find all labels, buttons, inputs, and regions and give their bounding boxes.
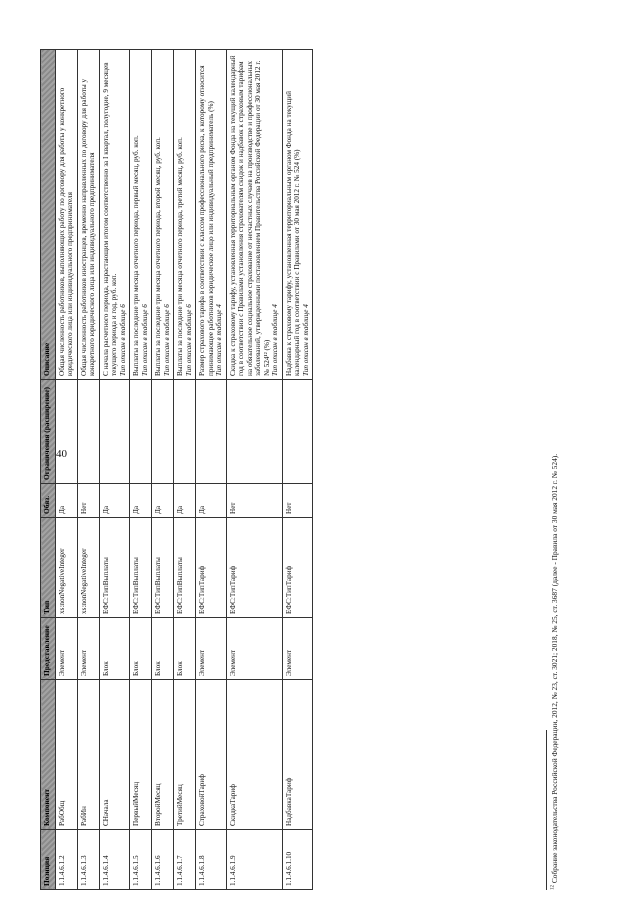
table-row xyxy=(196,50,226,890)
cell-required: Да xyxy=(152,484,174,518)
cell-representation: Блок xyxy=(174,618,196,680)
description-text: Общая численность работников иностранцев, временно направленных по договору для работы у конкретного юридического лица или индивидуального предпринимателя xyxy=(79,78,97,376)
header-component: Компонент xyxy=(41,680,56,830)
description-type-ref: Тип описан в таблице 6 xyxy=(162,304,171,376)
footnote-text: Собрание законодательства Российской Федерации, 2012, № 23, ст. 3021; 2018, № 25, ст. 3687 (далее - Правила от 30 мая 2012 г. № 524). xyxy=(550,453,559,884)
description-type-ref: Тип описан в таблице 6 xyxy=(118,304,127,376)
table-row xyxy=(282,50,312,890)
description-text: Общая численность работников, выполняющих работу по договору для работы у конкретного юридического лица или индивидуального предпринимателя xyxy=(58,87,75,376)
cell-required: Да xyxy=(99,484,129,518)
description-type-ref: Тип описан в таблице 6 xyxy=(184,304,193,376)
cell-component: ВторойМесяц xyxy=(152,680,174,830)
cell-type: ЕФС:ТипВыплаты xyxy=(152,518,174,618)
cell-representation: Блок xyxy=(99,618,129,680)
cell-limits xyxy=(130,380,152,484)
cell-component: СкидкаТариф xyxy=(226,680,282,830)
table-row xyxy=(77,50,99,890)
cell-limits xyxy=(174,380,196,484)
cell-representation: Элемент xyxy=(56,618,78,680)
table-row xyxy=(174,50,196,890)
cell-type: ЕФС:ТипВыплаты xyxy=(99,518,129,618)
cell-type: ЕФС:ТипТариф xyxy=(196,518,226,618)
cell-component: СНачала xyxy=(99,680,129,830)
cell-position: 1.1.4.6.1.2 xyxy=(56,830,78,890)
description-text: С начала расчетного периода, нарастающим итогом соответственно за I квартал, полугодие, 9 месяцев текущего периода и год, руб. коп. xyxy=(101,62,119,376)
header-representation: Представление xyxy=(41,618,56,680)
cell-required: Да xyxy=(196,484,226,518)
cell-position: 1.1.4.6.1.9 xyxy=(226,830,282,890)
cell-type: ЕФС:ТипТариф xyxy=(282,518,312,618)
description-text: Надбавка к страховому тарифу, установленная территориальным органом Фонда на текущий календарный год в соответствии с Правилами от 30 мая 2012 г. № 524 (%) xyxy=(284,91,302,376)
cell-required: Нет xyxy=(226,484,282,518)
page-number: 40 xyxy=(56,448,67,460)
cell-representation: Элемент xyxy=(282,618,312,680)
element-table xyxy=(40,49,313,890)
table-row xyxy=(152,50,174,890)
cell-limits xyxy=(282,380,312,484)
table-row xyxy=(56,50,78,890)
description-text: Выплаты за последние три месяца отчетного периода, третий месяц, руб. коп. xyxy=(176,137,185,376)
cell-position: 1.1.4.6.1.3 xyxy=(77,830,99,890)
table-row xyxy=(226,50,282,890)
description-type-ref: Тип описан в таблице 4 xyxy=(215,304,224,376)
table-row xyxy=(130,50,152,890)
cell-limits xyxy=(77,380,99,484)
cell-representation: Элемент xyxy=(226,618,282,680)
cell-position: 1.1.4.6.1.10 xyxy=(282,830,312,890)
cell-description xyxy=(99,50,129,380)
cell-limits xyxy=(196,380,226,484)
cell-type: xs:nonNegativeInteger xyxy=(56,518,78,618)
cell-limits xyxy=(152,380,174,484)
description-type-ref: Тип описан в таблице 4 xyxy=(271,304,280,376)
header-position: Позиция xyxy=(41,830,56,890)
footnote xyxy=(550,50,559,890)
cell-description xyxy=(174,50,196,380)
cell-required: Да xyxy=(174,484,196,518)
cell-component: ПервыйМесяц xyxy=(130,680,152,830)
cell-description xyxy=(130,50,152,380)
cell-type: ЕФС:ТипВыплаты xyxy=(130,518,152,618)
cell-description xyxy=(282,50,312,380)
description-text: Скидка к страховому тарифу, установленная территориальным органом Фонда на текущий календарный год в соответствии с Правилами установления страхователям скидок и надбавок к страховым тарифам на обязательное социальное страхование от несчастных случаев на производстве и профессиональных заболеваний, утвержденными постановлением Правительства Российской Федерации от 30 мая 2012 г. № 524¹² (%) xyxy=(228,55,271,376)
header-required: Обяз. xyxy=(41,484,56,518)
description-text: Выплаты за последние три месяца отчетного периода, первый месяц, руб. коп. xyxy=(132,135,141,376)
cell-component: РабОбщ xyxy=(56,680,78,830)
rotated-page xyxy=(40,30,640,890)
cell-component: НадбавкаТариф xyxy=(282,680,312,830)
cell-required: Нет xyxy=(282,484,312,518)
description-type-ref: Тип описан в таблице 4 xyxy=(301,304,310,376)
header-limits: Ограничения (расширение) xyxy=(41,380,56,484)
cell-type: ЕФС:ТипТариф xyxy=(226,518,282,618)
cell-limits xyxy=(56,380,78,484)
cell-component: ТретийМесяц xyxy=(174,680,196,830)
cell-description xyxy=(56,50,78,380)
cell-type: ЕФС:ТипВыплаты xyxy=(174,518,196,618)
cell-limits xyxy=(99,380,129,484)
page-content xyxy=(40,30,600,890)
header-description: Описание xyxy=(41,50,56,380)
cell-position: 1.1.4.6.1.5 xyxy=(130,830,152,890)
footnote-rule xyxy=(546,730,547,890)
cell-position: 1.1.4.6.1.4 xyxy=(99,830,129,890)
cell-representation: Элемент xyxy=(77,618,99,680)
cell-position: 1.1.4.6.1.6 xyxy=(152,830,174,890)
cell-position: 1.1.4.6.1.8 xyxy=(196,830,226,890)
header-type: Тип xyxy=(41,518,56,618)
cell-position: 1.1.4.6.1.7 xyxy=(174,830,196,890)
cell-representation: Блок xyxy=(130,618,152,680)
cell-description xyxy=(196,50,226,380)
cell-limits xyxy=(226,380,282,484)
description-type-ref: Тип описан в таблице 6 xyxy=(140,304,149,376)
table-header-row xyxy=(41,50,56,890)
cell-description xyxy=(77,50,99,380)
table-row xyxy=(99,50,129,890)
cell-representation: Блок xyxy=(152,618,174,680)
cell-description xyxy=(226,50,282,380)
cell-component: РабИн xyxy=(77,680,99,830)
cell-type: xs:nonNegativeInteger xyxy=(77,518,99,618)
cell-component: СтраховойТариф xyxy=(196,680,226,830)
description-text: Размер страхового тарифа в соответствии с классом профессионального риска, к которому относится принимающее работников юридическое лицо или индивидуальный предприниматель (%) xyxy=(198,65,215,376)
description-text: Выплаты за последние три месяца отчетного периода, второй месяц, руб. коп. xyxy=(154,137,163,376)
cell-required: Да xyxy=(130,484,152,518)
cell-representation: Элемент xyxy=(196,618,226,680)
cell-description xyxy=(152,50,174,380)
cell-required: Да xyxy=(56,484,78,518)
footnote-mark: 12 xyxy=(550,885,556,890)
cell-required: Нет xyxy=(77,484,99,518)
